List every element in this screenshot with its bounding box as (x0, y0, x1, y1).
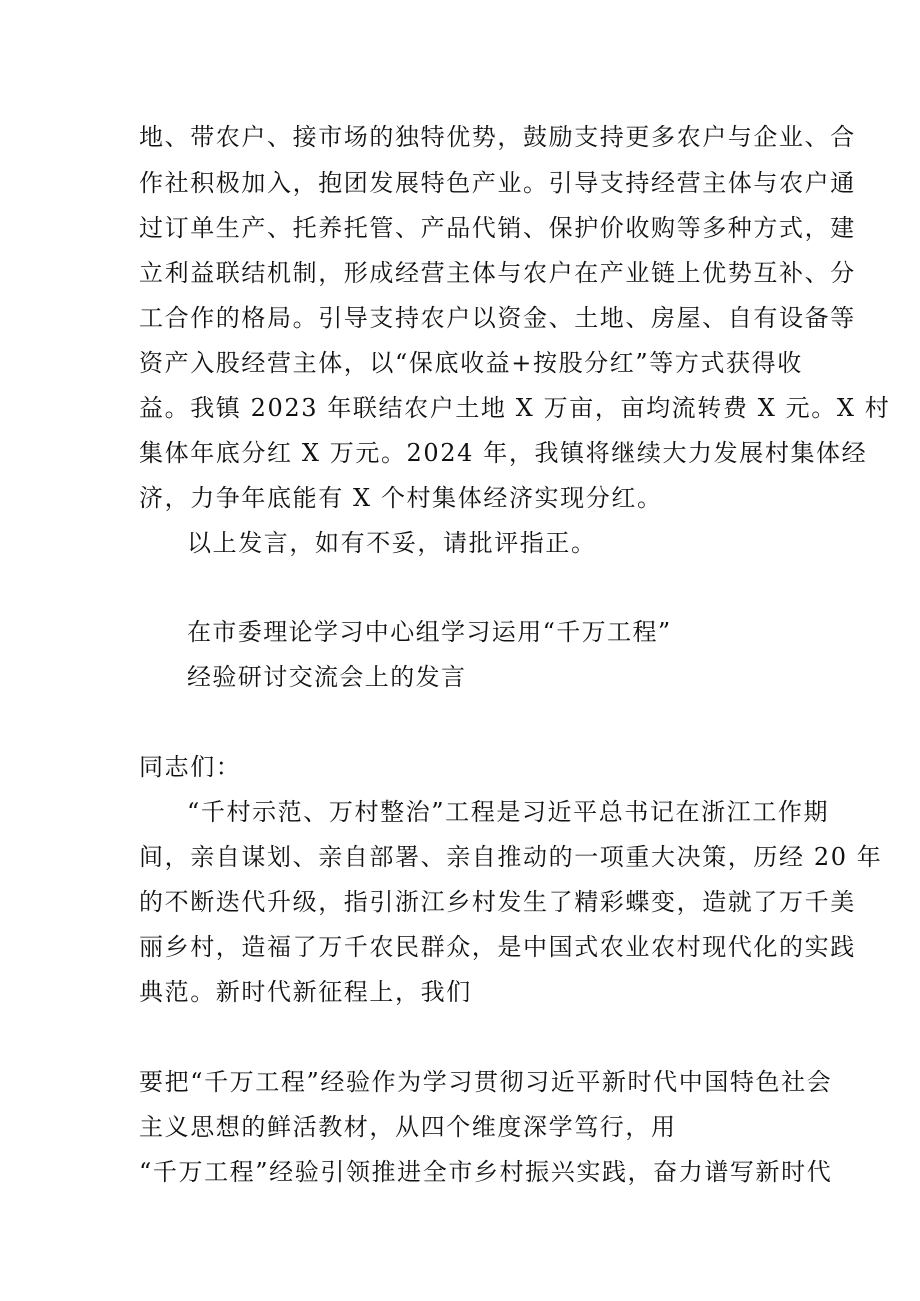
paragraph-line: “千村示范、万村整治”工程是习近平总书记在浙江工作期 (187, 798, 830, 826)
speech-title-line-1: 在市委理论学习中心组学习运用“千万工程” (187, 618, 672, 646)
paragraph-line: 间，亲自谋划、亲自部署、亲自推动的一项重大决策，历经 20 年 (139, 843, 883, 871)
paragraph-line: 立利益联结机制，形成经营主体与农户在产业链上优势互补、分 (139, 259, 856, 287)
paragraph-line: 的不断迭代升级，指引浙江乡村发生了精彩蝶变，造就了万千美 (139, 888, 856, 916)
paragraph-line: 资产入股经营主体，以“保底收益+按股分红”等方式获得收 (139, 349, 803, 377)
paragraph-line: 丽乡村，造福了万千农民群众，是中国式农业农村现代化的实践 (139, 933, 856, 961)
paragraph-line: 地、带农户、接市场的独特优势，鼓励支持更多农户与企业、合 (139, 123, 856, 151)
paragraph-line: 典范。新时代新征程上，我们 (139, 978, 472, 1006)
speech-title-line-2: 经验研讨交流会上的发言 (187, 663, 467, 691)
paragraph-line: 益。我镇 2023 年联结农户土地 X 万亩，亩均流转费 X 元。X 村 (139, 394, 891, 422)
paragraph-line: 济，力争年底能有 X 个村集体经济实现分红。 (139, 484, 663, 512)
paragraph-line: “千万工程”经验引领推进全市乡村振兴实践，奋力谱写新时代 (139, 1158, 833, 1186)
paragraph-line: 主义思想的鲜活教材，从四个维度深学笃行，用 (139, 1113, 677, 1141)
paragraph-line: 集体年底分红 X 万元。2024 年，我镇将继续大力发展村集体经 (139, 439, 868, 467)
salutation: 同志们： (139, 753, 242, 781)
paragraph-line: 工合作的格局。引导支持农户以资金、土地、房屋、自有设备等 (139, 304, 856, 332)
paragraph-line: 过订单生产、托养托管、产品代销、保护价收购等多种方式，建 (139, 214, 856, 242)
paragraph-line: 要把“千万工程”经验作为学习贯彻习近平新时代中国特色社会 (139, 1068, 833, 1096)
paragraph-line: 作社积极加入，抱团发展特色产业。引导支持经营主体与农户通 (139, 169, 856, 197)
closing-remark: 以上发言，如有不妥，请批评指正。 (187, 529, 597, 557)
